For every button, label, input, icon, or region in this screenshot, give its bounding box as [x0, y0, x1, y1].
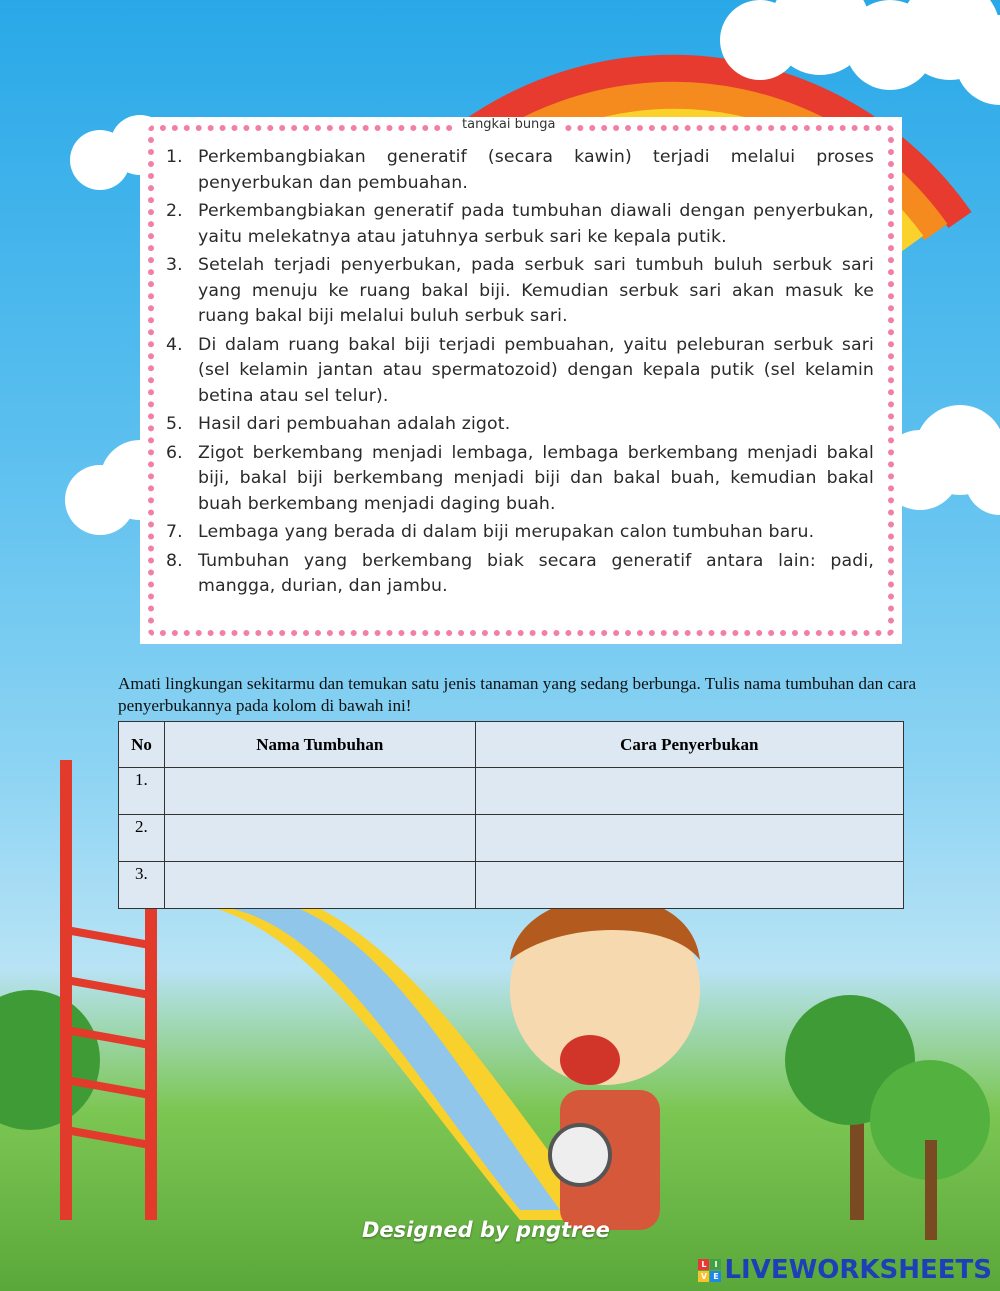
list-item: 6. Zigot berkembang menjadi lembaga, lembaga berkembang menjadi bakal biji, bakal biji berkembang menjadi biji dan bakal buah, kemudian bakal buah berkembang menjadi daging buah.: [166, 442, 874, 514]
nama-tumbuhan-cell[interactable]: [164, 815, 475, 862]
list-item: 4. Di dalam ruang bakal biji terjadi pembuahan, yaitu peleburan serbuk sari (sel kelamin jantan atau spermatozoid) dengan kepala putik (sel kelamin betina atau sel telur).: [166, 334, 874, 406]
list-item: 3. Setelah terjadi penyerbukan, pada serbuk sari tumbuh buluh serbuk sari yang menuju ke ruang bakal biji. Kemudian serbuk sari akan masuk ke ruang bakal biji melalui buluh serbuk sari.: [166, 255, 874, 326]
table-row: [119, 768, 904, 815]
instruction-text: Amati lingkungan sekitarmu dan temukan satu jenis tanaman yang sedang berbunga. Tulis nama tumbuhan dan cara penyerbukannya pada kolom di bawah ini!: [118, 674, 917, 715]
list-item: 7. Lembaga yang berada di dalam biji merupakan calon tumbuhan baru.: [166, 522, 815, 542]
list-item: 1. Perkembangbiakan generatif (secara kawin) terjadi melalui proses penyerbukan dan pembuahan.: [166, 147, 874, 193]
column-header-nama-tumbuhan: Nama Tumbuhan: [164, 722, 475, 768]
pngtree-watermark: Designed by pngtree: [362, 1218, 610, 1242]
cara-penyerbukan-cell[interactable]: [475, 815, 903, 862]
liveworksheets-logo[interactable]: [698, 1255, 992, 1285]
row-number: 3.: [119, 862, 165, 909]
row-number: 2.: [119, 815, 165, 862]
list-item: 5. Hasil dari pembuahan adalah zigot.: [166, 414, 511, 434]
answer-table: [118, 721, 904, 909]
reading-card: [140, 117, 902, 644]
table-row: [119, 862, 904, 909]
nama-tumbuhan-cell[interactable]: [164, 768, 475, 815]
table-header-row: [119, 722, 904, 768]
liveworksheets-brand-name: LIVEWORKSHEETS: [724, 1255, 992, 1285]
list-item: 8. Tumbuhan yang berkembang biak secara generatif antara lain: padi, mangga, durian, dan jambu.: [166, 550, 874, 596]
column-header-cara-penyerbukan: Cara Penyerbukan: [475, 722, 903, 768]
image-caption: tangkai bunga: [458, 117, 560, 132]
column-header-no: No: [119, 722, 165, 768]
cara-penyerbukan-cell[interactable]: [475, 862, 903, 909]
facts-list: [166, 145, 874, 603]
table-row: [119, 815, 904, 862]
list-item: 2. Perkembangbiakan generatif pada tumbuhan diawali dengan penyerbukan, yaitu melekatnya atau jatuhnya serbuk sari ke kepala putik.: [166, 201, 874, 247]
nama-tumbuhan-cell[interactable]: [164, 862, 475, 909]
cara-penyerbukan-cell[interactable]: [475, 768, 903, 815]
liveworksheets-logo-icon: L I V E: [698, 1259, 721, 1282]
row-number: 1.: [119, 768, 165, 815]
